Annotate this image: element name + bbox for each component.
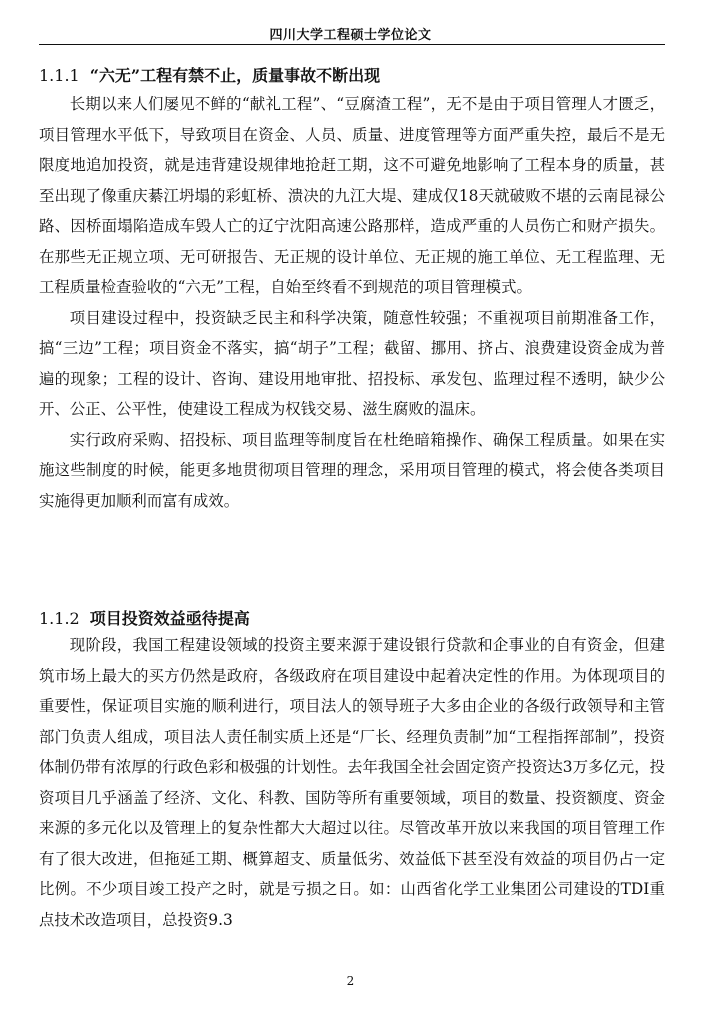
section-body-1-1-1 bbox=[39, 89, 665, 516]
section-number: 1.1.2 bbox=[39, 609, 80, 628]
section-heading-1-1-2 bbox=[39, 606, 250, 629]
section-title: 项目投资效益亟待提高 bbox=[89, 609, 250, 628]
paragraph: 现阶段，我国工程建设领域的投资主要来源于建设银行贷款和企事业的自有资金，但建筑市场上最大的买方仍然是政府，各级政府在项目建设中起着决定性的作用。为体现项目的重要性，保证项目实施的顺利进行，项目法人的领导班子大多由企业的各级行政领导和主管部门负责人组成，项目法人责任制实质上还是“厂长、经理负责制”加“工程指挥部制”，投资体制仍带有浓厚的行政色彩和极强的计划性。去年我国全社会固定资产投资达3万多亿元，投资项目几乎涵盖了经济、文化、科教、国防等所有重要领域，项目的数量、投资额度、资金来源的多元化以及管理上的复杂性都大大超过以往。尽管改革开放以来我国的项目管理工作有了很大改进，但拖延工期、概算超支、质量低劣、效益低下甚至没有效益的项目仍占一定比例。不少项目竣工投产之时，就是亏损之日。如：山西省化学工业集团公司建设的TDI重点技术改造项目，总投资9.3 bbox=[39, 636, 665, 929]
section-title: “六无”工程有禁不止，质量事故不断出现 bbox=[89, 66, 381, 85]
paragraph: 长期以来人们屡见不鲜的“献礼工程”、“豆腐渣工程”，无不是由于项目管理人才匮乏，项目管理水平低下，导致项目在资金、人员、质量、进度管理等方面严重失控，最后不是无限度地追加投资，就是违背建设规律地抢赶工期，这不可避免地影响了工程本身的质量，甚至出现了像重庆綦江坍塌的彩虹桥、溃决的九江大堤、建成仅18天就破败不堪的云南昆禄公路、因桥面塌陷造成车毁人亡的辽宁沈阳高速公路那样，造成严重的人员伤亡和财产损失。在那些无正规立项、无可研报告、无正规的设计单位、无正规的施工单位、无工程监理、无工程质量检查验收的“六无”工程，自始至终看不到规范的项目管理模式。 bbox=[39, 95, 665, 296]
header-rule bbox=[39, 44, 665, 45]
paragraph: 项目建设过程中，投资缺乏民主和科学决策，随意性较强；不重视项目前期准备工作，搞“三边”工程；项目资金不落实，搞“胡子”工程；截留、挪用、挤占、浪费建设资金成为普遍的现象；工程的设计、咨询、建设用地审批、招投标、承发包、监理过程不透明，缺少公开、公正、公平性，使建设工程成为权钱交易、滋生腐败的温床。 bbox=[39, 308, 665, 418]
section-heading-1-1-1 bbox=[39, 63, 380, 86]
running-header: 四川大学工程硕士学位论文 bbox=[269, 28, 432, 43]
section-body-1-1-2 bbox=[39, 630, 665, 935]
page-number: 2 bbox=[346, 974, 355, 988]
paragraph: 实行政府采购、招投标、项目监理等制度旨在杜绝暗箱操作、确保工程质量。如果在实施这些制度的时候，能更多地贯彻项目管理的理念，采用项目管理的模式，将会使各类项目实施得更加顺利而富有成效。 bbox=[39, 430, 665, 510]
section-number: 1.1.1 bbox=[39, 66, 80, 85]
